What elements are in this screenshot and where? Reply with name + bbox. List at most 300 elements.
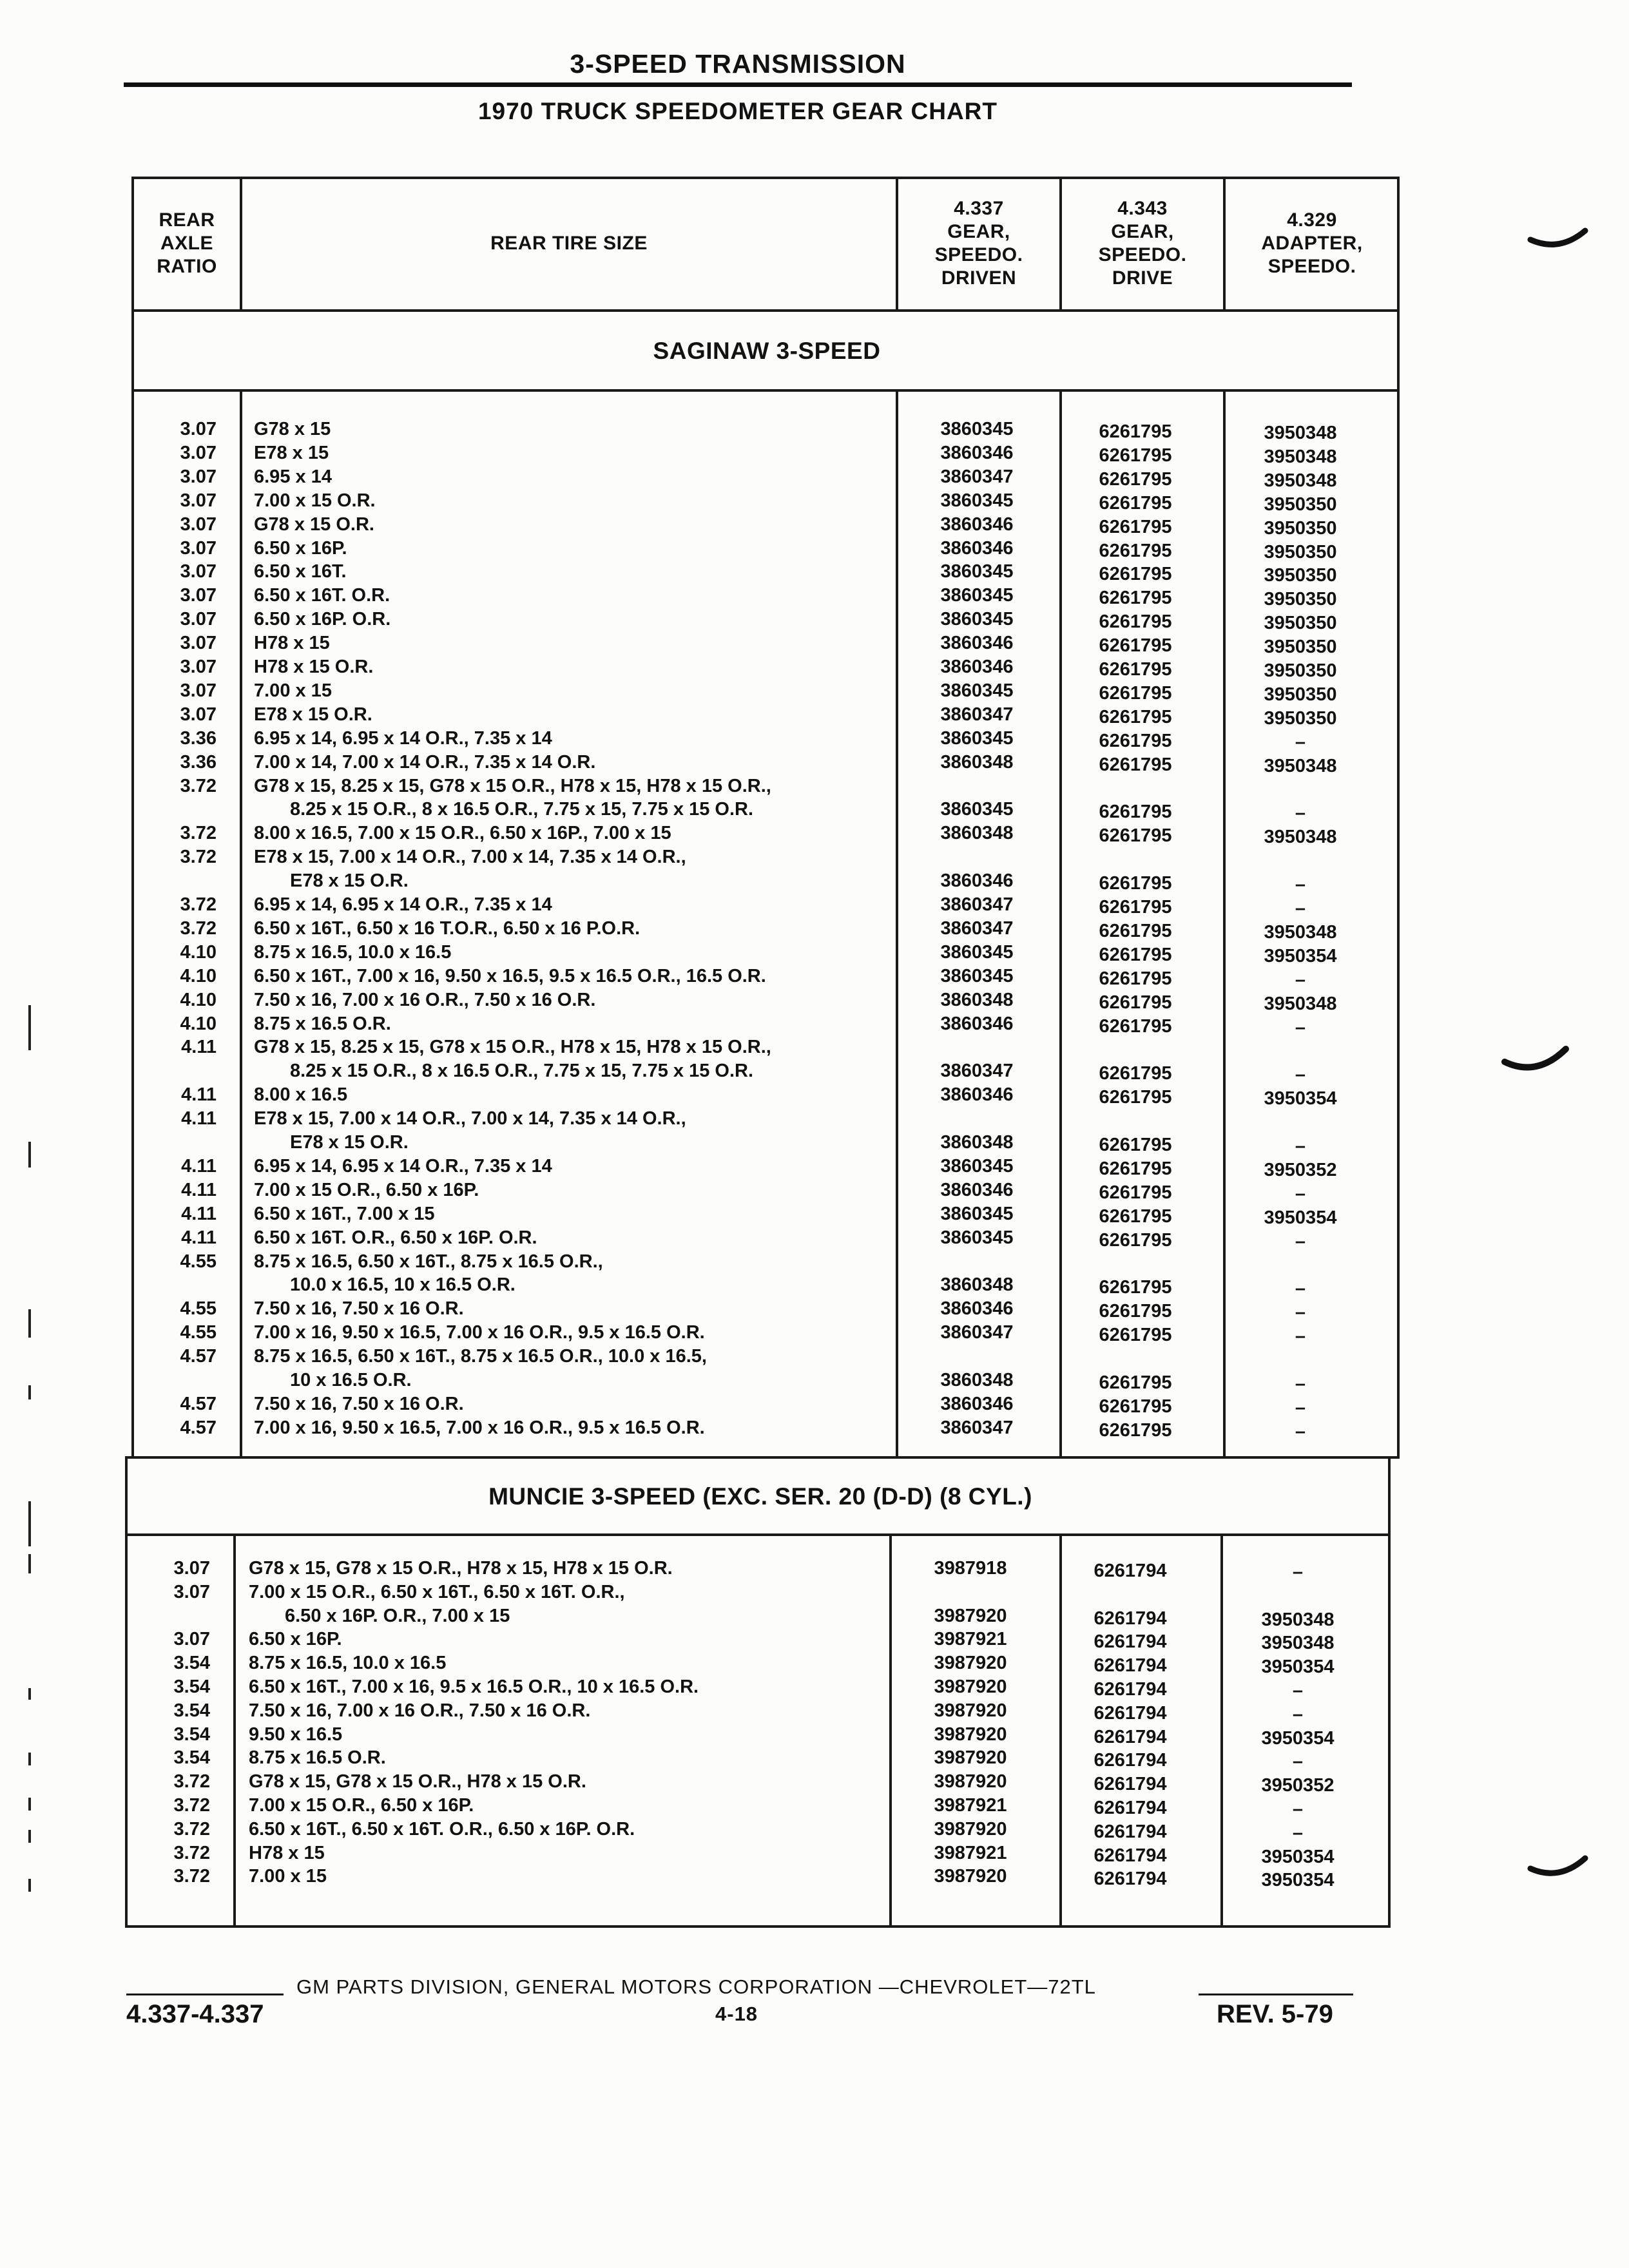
axle-ratio-cell: 4.11 [181,1227,217,1248]
axle-ratio-cell: 3.72 [180,894,217,915]
driven-gear-cell: 3860345 [940,799,1014,820]
adapter-cell: 3950352 [1264,1159,1337,1180]
tire-size-cell: 6.50 x 16T., 6.50 x 16T. O.R., 6.50 x 16P. O.R. [249,1818,635,1840]
adapter-cell: 3950354 [1261,1657,1335,1678]
tire-size-cell: 7.00 x 15 O.R., 6.50 x 16P. [249,1795,474,1816]
drive-gear-cell: 6261795 [1099,1182,1172,1203]
tire-size-cell: 6.50 x 16P. [254,537,347,559]
header-drive-line: DRIVE [1112,267,1173,289]
drive-gear-cell: 6261794 [1094,1561,1167,1581]
drive-gear-cell: 6261795 [1099,1134,1172,1155]
axle-ratio-cell: 3.72 [173,1866,210,1887]
table-row [0,1557,1304,1582]
table-row [0,418,1337,443]
tire-size-cell-continued: 10.0 x 16.5, 10 x 16.5 O.R. [290,1274,516,1296]
driven-gear-cell: 3860345 [940,561,1014,582]
drive-gear-cell: 6261795 [1099,588,1172,609]
drive-gear-cell: 6261795 [1099,445,1172,466]
header-tire-label: REAR TIRE SIZE [490,233,648,254]
table-row [0,1107,1306,1157]
drive-gear-cell: 6261794 [1094,1821,1167,1842]
table-row [0,560,1337,586]
table-row [0,465,1337,491]
axle-ratio-cell: 4.10 [180,1013,217,1034]
tire-size-cell: 7.00 x 15 O.R. [254,490,376,511]
adapter-cell: 3950348 [1264,993,1337,1014]
header-driven-line: SPEEDO. [934,244,1023,265]
adapter-cell: 3950354 [1261,1870,1335,1891]
driven-gear-cell: 3987920 [934,1653,1007,1674]
driven-gear-cell: 3860347 [940,466,1014,487]
axle-ratio-cell: 4.11 [181,1037,217,1058]
drive-gear-cell: 6261795 [1099,492,1172,514]
tire-size-cell: 6.50 x 16T., 6.50 x 16 T.O.R., 6.50 x 16 P.O.R. [254,918,641,939]
table-row [0,941,1337,966]
tire-size-cell: 7.00 x 15 [249,1866,327,1887]
drive-gear-cell: 6261795 [1099,682,1172,704]
table-row [0,988,1337,1014]
header-speedo-driven [898,179,1059,308]
driven-gear-cell: 3987921 [934,1842,1007,1863]
axle-ratio-cell: 3.54 [173,1700,210,1721]
chart-title: 1970 TRUCK SPEEDOMETER GEAR CHART [477,98,998,124]
adapter-cell: 3950350 [1264,565,1337,586]
drive-gear-cell: 6261795 [1099,992,1172,1013]
header-speedo-drive [1062,179,1223,308]
adapter-cell: – [1295,1302,1306,1323]
axle-ratio-cell: 3.72 [180,847,217,868]
axle-ratio-cell: 3.72 [173,1795,210,1816]
adapter-cell: 3950354 [1264,945,1337,966]
adapter-cell: – [1295,1017,1306,1038]
tire-size-cell: 6.50 x 16P. [249,1629,342,1650]
axle-ratio-cell: 3.36 [180,751,217,773]
drive-gear-cell: 6261795 [1099,1419,1172,1441]
axle-ratio-cell: 3.07 [180,466,217,487]
table-row [0,1628,1335,1654]
drive-gear-cell: 6261795 [1099,802,1172,823]
driven-gear-cell: 3860348 [940,1274,1014,1296]
section-rule [125,1533,1391,1536]
table-row [0,1841,1335,1867]
tire-size-cell-continued: 8.25 x 15 O.R., 8 x 16.5 O.R., 7.75 x 15, 7.75 x 15 O.R. [290,1061,753,1082]
page-heading: 3-SPEED TRANSMISSION [570,49,906,79]
axle-ratio-cell: 3.54 [173,1677,210,1697]
table-row [0,1297,1306,1323]
drive-gear-cell: 6261795 [1099,421,1172,442]
adapter-cell: – [1292,1562,1304,1582]
adapter-cell: – [1295,1373,1306,1394]
axle-ratio-cell: 4.11 [181,1179,217,1200]
axle-ratio-cell: 3.07 [180,537,217,559]
axle-ratio-cell: 4.11 [181,1155,217,1177]
driven-gear-cell: 3860346 [940,1084,1014,1106]
axle-ratio-cell: 4.57 [180,1346,217,1367]
table-row [0,1416,1306,1442]
tire-size-cell: H78 x 15 [254,633,330,654]
table-row [0,1083,1337,1110]
adapter-cell: 3950350 [1264,589,1337,610]
table-right-border-lower [1388,1457,1391,1927]
driven-gear-cell: 3860345 [940,965,1014,986]
tire-size-cell: G78 x 15, G78 x 15 O.R., H78 x 15 O.R. [249,1771,586,1792]
table-row [0,655,1337,681]
table-row [0,893,1306,919]
header-adapter-line: 4.329 [1287,209,1337,231]
axle-ratio-cell: 3.07 [180,680,217,701]
table-row [0,727,1306,753]
tire-size-cell-continued: E78 x 15 O.R. [290,870,409,892]
drive-gear-cell: 6261795 [1099,1063,1172,1084]
axle-ratio-cell: 3.72 [180,823,217,844]
axle-ratio-cell: 3.07 [180,419,217,439]
driven-gear-cell: 3860345 [940,490,1014,511]
section-rule [125,1456,1400,1459]
axle-ratio-cell: 4.55 [180,1251,217,1272]
axle-ratio-cell: 3.07 [180,514,217,535]
table-row [0,489,1337,515]
driven-gear-cell: 3860348 [940,751,1014,773]
adapter-cell: 3950354 [1261,1727,1335,1749]
tire-size-cell: 6.50 x 16T., 7.00 x 15 [254,1203,435,1224]
adapter-cell: – [1295,1278,1306,1300]
header-drive-line: 4.343 [1117,198,1168,219]
adapter-cell: – [1295,898,1306,919]
drive-gear-cell: 6261794 [1094,1655,1167,1677]
drive-gear-cell: 6261795 [1099,897,1172,918]
adapter-cell: 3950350 [1264,684,1337,705]
table-row [0,1770,1335,1796]
table-row [0,1226,1306,1252]
table-row [0,751,1337,776]
axle-ratio-cell: 3.72 [173,1771,210,1792]
axle-ratio-cell: 4.57 [180,1417,217,1438]
drive-gear-cell: 6261795 [1099,730,1172,751]
tire-size-cell: 7.50 x 16, 7.00 x 16 O.R., 7.50 x 16 O.R. [254,989,596,1010]
table-row [0,1321,1306,1347]
drive-gear-cell: 6261794 [1094,1726,1167,1747]
driven-gear-cell: 3860345 [940,1227,1014,1248]
header-driven-line: DRIVEN [941,267,1017,289]
tire-size-cell: 6.50 x 16T. [254,561,347,582]
driven-gear-cell: 3860347 [940,1322,1014,1343]
adapter-cell: 3950348 [1264,827,1337,848]
tire-size-cell: 7.00 x 16, 9.50 x 16.5, 7.00 x 16 O.R., 9.5 x 16.5 O.R. [254,1417,705,1438]
axle-ratio-cell: 3.72 [173,1818,210,1840]
margin-mark [28,1501,31,1546]
axle-ratio-cell: 4.57 [180,1393,217,1414]
drive-gear-cell: 6261794 [1094,1750,1167,1771]
drive-gear-cell: 6261795 [1099,1372,1172,1393]
driven-gear-cell: 3860346 [940,537,1014,559]
axle-ratio-cell: 4.11 [181,1084,217,1106]
table-row [0,1345,1306,1394]
adapter-cell: – [1292,1680,1304,1701]
table-row [0,537,1337,562]
axle-ratio-cell: 3.07 [180,442,217,463]
drive-gear-cell: 6261795 [1099,659,1172,680]
tire-size-cell: 6.50 x 16P. O.R. [254,609,391,630]
drive-gear-cell: 6261794 [1094,1869,1167,1890]
adapter-cell: 3950352 [1261,1775,1335,1796]
adapter-cell: 3950348 [1264,446,1337,467]
drive-gear-cell: 6261795 [1099,1229,1172,1251]
tire-size-cell: 7.50 x 16, 7.50 x 16 O.R. [254,1298,464,1320]
table-row [0,1723,1335,1749]
drive-gear-cell: 6261794 [1094,1798,1167,1818]
tire-size-cell: 6.95 x 14, 6.95 x 14 O.R., 7.35 x 14 [254,1155,552,1177]
driven-gear-cell: 3987918 [934,1558,1007,1579]
drive-gear-cell: 6261795 [1099,516,1172,537]
axle-ratio-cell: 3.72 [173,1842,210,1863]
table-row [0,703,1337,729]
tire-size-cell: 6.95 x 14, 6.95 x 14 O.R., 7.35 x 14 [254,727,552,749]
table-row [0,1178,1306,1204]
driven-gear-cell: 3860345 [940,1203,1014,1224]
axle-ratio-cell: 3.07 [180,609,217,630]
drive-gear-cell: 6261794 [1094,1774,1167,1795]
table-row [0,608,1337,634]
adapter-cell: – [1295,803,1306,824]
driven-gear-cell: 3860348 [940,1131,1014,1153]
driven-gear-cell: 3860346 [940,1298,1014,1320]
adapter-cell: – [1295,1231,1306,1252]
section-title-saginaw: SAGINAW 3-SPEED [653,338,881,364]
table-row [0,1012,1306,1038]
adapter-cell: – [1295,1397,1306,1418]
table-row [0,1581,1335,1630]
drive-gear-cell: 6261795 [1099,468,1172,490]
table-right-border [1397,177,1400,1457]
binder-ring-mark [1527,219,1592,258]
tire-size-cell: 7.00 x 14, 7.00 x 14 O.R., 7.35 x 14 O.R. [254,751,596,773]
drive-gear-cell: 6261795 [1099,944,1172,965]
axle-ratio-cell: 3.07 [173,1629,210,1650]
header-driven-line: GEAR, [947,221,1010,242]
tire-size-cell: 8.75 x 16.5 O.R. [249,1747,386,1769]
adapter-cell: 3950348 [1264,423,1337,443]
header-rear-axle-ratio [135,179,238,308]
drive-gear-cell: 6261794 [1094,1679,1167,1700]
adapter-cell: – [1295,1064,1306,1086]
drive-gear-cell: 6261795 [1099,564,1172,585]
tire-size-cell: E78 x 15, 7.00 x 14 O.R., 7.00 x 14, 7.35 x 14 O.R., [254,1108,686,1129]
binder-ring-mark [1501,1037,1572,1082]
tire-size-cell: G78 x 15 O.R. [254,514,374,535]
tire-size-cell: G78 x 15, 8.25 x 15, G78 x 15 O.R., H78 x 15, H78 x 15 O.R., [254,775,771,796]
driven-gear-cell: 3860348 [940,823,1014,844]
footer-rule-right [1199,1994,1353,1995]
axle-ratio-cell: 4.10 [180,965,217,986]
table-row [0,1865,1335,1891]
tire-size-cell-continued: E78 x 15 O.R. [290,1131,409,1153]
margin-mark [28,1554,31,1573]
margin-mark [28,1688,31,1700]
adapter-cell: 3950350 [1264,541,1337,562]
tire-size-cell: H78 x 15 O.R. [254,657,374,677]
axle-ratio-cell: 3.07 [180,633,217,654]
driven-gear-cell: 3860346 [940,1179,1014,1200]
footer-revision: REV. 5-79 [1217,2000,1333,2028]
driven-gear-cell: 3860347 [940,1417,1014,1438]
drive-gear-cell: 6261795 [1099,825,1172,847]
table-row [0,1155,1337,1180]
margin-mark [28,1005,31,1050]
driven-gear-cell: 3860345 [940,419,1014,439]
driven-gear-cell: 3860345 [940,585,1014,606]
margin-mark [28,1309,31,1338]
table-bottom-border [125,1925,1391,1928]
header-bottom-rule [131,309,1400,312]
header-driven-line: 4.337 [954,198,1004,219]
tire-size-cell: 6.95 x 14 [254,466,332,487]
table-row [0,1202,1337,1228]
driven-gear-cell: 3860347 [940,1061,1014,1082]
drive-gear-cell: 6261795 [1099,1015,1172,1037]
driven-gear-cell: 3987920 [934,1724,1007,1745]
axle-ratio-cell: 4.11 [181,1203,217,1224]
tire-size-cell-continued: 6.50 x 16P. O.R., 7.00 x 15 [285,1605,510,1626]
axle-ratio-cell: 4.55 [180,1322,217,1343]
drive-gear-cell: 6261794 [1094,1608,1167,1629]
tire-size-cell: 6.50 x 16T., 7.00 x 16, 9.50 x 16.5, 9.5 x 16.5 O.R., 16.5 O.R. [254,965,766,986]
driven-gear-cell: 3860346 [940,657,1014,677]
header-ratio-line: AXLE [160,233,213,254]
tire-size-cell: 6.50 x 16T. O.R., 6.50 x 16P. O.R. [254,1227,537,1248]
footer-page-number: 4-18 [715,2003,758,2025]
driven-gear-cell: 3987921 [934,1795,1007,1816]
table-row [0,679,1337,705]
driven-gear-cell: 3860347 [940,704,1014,725]
table-row [0,1250,1306,1300]
adapter-cell: 3950350 [1264,494,1337,515]
axle-ratio-cell: 4.11 [181,1108,217,1129]
adapter-cell: 3950348 [1261,1633,1335,1654]
axle-ratio-cell: 4.10 [180,989,217,1010]
drive-gear-cell: 6261795 [1099,1301,1172,1322]
tire-size-cell: 9.50 x 16.5 [249,1724,343,1745]
drive-gear-cell: 6261795 [1099,754,1172,775]
adapter-cell: – [1295,1183,1306,1204]
tire-size-cell: 7.00 x 15 O.R., 6.50 x 16T., 6.50 x 16T. O.R., [249,1581,625,1602]
tire-size-cell: 7.00 x 15 O.R., 6.50 x 16P. [254,1179,479,1200]
adapter-cell: – [1292,1822,1304,1843]
margin-mark [28,1753,31,1765]
header-adapter-line: ADAPTER, [1261,233,1363,254]
margin-mark [28,1385,31,1399]
tire-size-cell-continued: 8.25 x 15 O.R., 8 x 16.5 O.R., 7.75 x 15, 7.75 x 15 O.R. [290,799,753,820]
tire-size-cell: 6.50 x 16T. O.R. [254,585,390,606]
margin-mark [28,1879,31,1892]
driven-gear-cell: 3860348 [940,989,1014,1010]
table-row [0,845,1306,896]
section-title-muncie: MUNCIE 3-SPEED (EXC. SER. 20 (D-D) (8 CYL.) [488,1483,1032,1510]
tire-size-cell: 8.00 x 16.5, 7.00 x 15 O.R., 6.50 x 16P., 7.00 x 15 [254,823,671,844]
tire-size-cell: G78 x 15, G78 x 15 O.R., H78 x 15, H78 x 15 O.R. [249,1558,673,1579]
driven-gear-cell: 3860345 [940,680,1014,701]
tire-size-cell: 8.75 x 16.5, 10.0 x 16.5 [254,941,452,963]
adapter-cell: 3950350 [1264,613,1337,634]
margin-mark [28,1798,31,1811]
driven-gear-cell: 3987920 [934,1677,1007,1697]
driven-gear-cell: 3860348 [940,1369,1014,1390]
header-adapter [1226,179,1398,308]
driven-gear-cell: 3860346 [940,442,1014,463]
tire-size-cell: 8.00 x 16.5 [254,1084,348,1106]
driven-gear-cell: 3987921 [934,1629,1007,1650]
header-rear-tire-size [242,179,896,308]
tire-size-cell: 6.95 x 14, 6.95 x 14 O.R., 7.35 x 14 [254,894,552,915]
adapter-cell: – [1295,969,1306,990]
axle-ratio-cell: 4.55 [180,1298,217,1320]
margin-mark [28,1830,31,1843]
adapter-cell: 3950350 [1264,637,1337,658]
adapter-cell: – [1295,1135,1306,1157]
axle-ratio-cell: 3.07 [180,704,217,725]
tire-size-cell: H78 x 15 [249,1842,325,1863]
driven-gear-cell: 3987920 [934,1747,1007,1769]
driven-gear-cell: 3987920 [934,1818,1007,1840]
adapter-cell: 3950348 [1264,921,1337,943]
adapter-cell: – [1295,1326,1306,1347]
adapter-cell: 3950354 [1264,1207,1337,1228]
driven-gear-cell: 3987920 [934,1771,1007,1792]
driven-gear-cell: 3860345 [940,727,1014,749]
adapter-cell: 3950348 [1264,755,1337,776]
adapter-cell: – [1295,1421,1306,1442]
table-row [0,1392,1306,1418]
axle-ratio-cell: 3.72 [180,918,217,939]
margin-mark [28,1142,31,1168]
driven-gear-cell: 3860347 [940,918,1014,939]
table-row [0,1794,1304,1820]
axle-ratio-cell: 3.54 [173,1724,210,1745]
drive-gear-cell: 6261794 [1094,1631,1167,1653]
tire-size-cell: 6.50 x 16T., 7.00 x 16, 9.5 x 16.5 O.R., 10 x 16.5 O.R. [249,1677,699,1697]
tire-size-cell-continued: 10 x 16.5 O.R. [290,1369,412,1390]
table-row [0,1818,1304,1843]
adapter-cell: – [1292,1799,1304,1820]
table-row [0,917,1337,943]
adapter-cell: 3950350 [1264,707,1337,729]
adapter-cell: 3950354 [1261,1846,1335,1867]
driven-gear-cell: 3987920 [934,1866,1007,1887]
adapter-cell: 3950354 [1264,1088,1337,1110]
table-row [0,1675,1304,1701]
axle-ratio-cell: 4.10 [180,941,217,963]
tire-size-cell: 7.50 x 16, 7.50 x 16 O.R. [254,1393,464,1414]
driven-gear-cell: 3860346 [940,1393,1014,1414]
axle-ratio-cell: 3.07 [180,585,217,606]
table-row [0,513,1337,539]
header-adapter-line: SPEEDO. [1268,256,1356,277]
table-row [0,1699,1304,1725]
tire-size-cell: 8.75 x 16.5, 6.50 x 16T., 8.75 x 16.5 O.R., [254,1251,603,1272]
adapter-cell: – [1292,1704,1304,1725]
drive-gear-cell: 6261795 [1099,706,1172,727]
adapter-cell: – [1295,731,1306,753]
driven-gear-cell: 3987920 [934,1700,1007,1721]
header-ratio-line: RATIO [157,256,217,277]
driven-gear-cell: 3860345 [940,609,1014,630]
drive-gear-cell: 6261795 [1099,611,1172,633]
table-row [0,822,1337,848]
driven-gear-cell: 3860346 [940,870,1014,892]
table-row [0,441,1337,467]
adapter-cell: 3950348 [1264,470,1337,491]
driven-gear-cell: 3860347 [940,894,1014,915]
adapter-cell: 3950348 [1261,1609,1335,1630]
